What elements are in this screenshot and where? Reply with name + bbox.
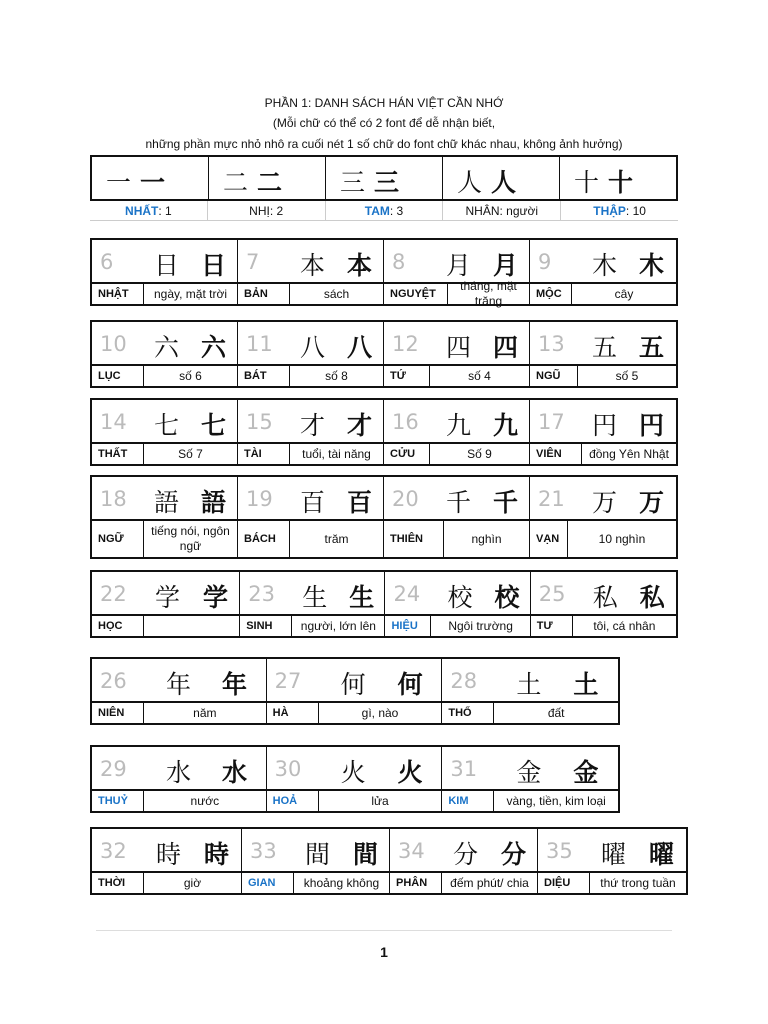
kanji-number: 28 (450, 669, 478, 693)
kanji-cell (538, 829, 686, 871)
kanji-cell (92, 829, 242, 871)
kanji-row (90, 475, 678, 521)
kanji-glyph-bold: 本 (347, 251, 373, 280)
meaning-label: số 6 (179, 368, 202, 383)
kanji-block (90, 398, 678, 466)
kanji-cell (242, 829, 390, 871)
kanji-number: 23 (248, 582, 275, 606)
meaning-label: Ngôi trường (448, 618, 513, 633)
meaning-label: số 4 (468, 368, 491, 383)
kanji-glyph: 生 (302, 583, 328, 612)
subtitle-line-1: (Mỗi chữ có thể có 2 font để dễ nhận biết, (272, 116, 496, 130)
meaning-label: 1 (165, 203, 172, 218)
kanji-cell (238, 400, 384, 442)
kanji-row (90, 827, 688, 873)
han-viet-label: THỜI (92, 873, 144, 893)
kanji-glyph-bold: 時 (204, 840, 230, 869)
meaning-label: 10 (632, 203, 646, 218)
kanji-glyph-bold: 八 (347, 333, 373, 362)
kanji-glyph: 七 (154, 411, 180, 440)
meaning-label: nghìn (471, 531, 502, 546)
kanji-glyph-bold: 人 (491, 168, 517, 197)
han-viet-label: CỬU (384, 444, 430, 464)
kanji-glyph-bold: 学 (203, 583, 229, 612)
kanji-glyph-bold: 円 (639, 411, 665, 440)
han-viet-label: NIÊN (92, 703, 144, 723)
kanji-glyph: 学 (155, 583, 181, 612)
kanji-cell (209, 157, 326, 199)
page-number: 1 (380, 944, 388, 960)
kanji-number: 10 (100, 332, 127, 356)
kanji-cell (92, 400, 238, 442)
reading-cell (92, 521, 238, 557)
kanji-glyph: 四 (446, 333, 472, 362)
kanji-glyph: 年 (166, 670, 192, 699)
reading-cell (92, 284, 238, 304)
reading-cell (530, 366, 676, 386)
kanji-glyph: 百 (300, 488, 326, 517)
han-viet-label: NHỊ (249, 203, 270, 218)
kanji-glyph: 千 (446, 488, 472, 517)
page-title: PHẦN 1: DANH SÁCH HÁN VIỆT CẦN NHỚ (264, 96, 504, 110)
reading-cell (385, 616, 530, 636)
kanji-glyph-bold: 千 (493, 488, 519, 517)
kanji-glyph-bold: 私 (639, 583, 665, 612)
han-viet-label: HIỆU (385, 616, 431, 636)
subtitle-line-2: những phần mực nhỏ nhô ra cuối nét 1 số chữ do font chữ khác nhau, không ảnh hưởng) (145, 137, 623, 151)
kanji-glyph: 分 (453, 840, 479, 869)
kanji-block (90, 570, 678, 638)
meaning-label: nước (190, 793, 220, 808)
kanji-number: 20 (392, 487, 419, 511)
kanji-glyph: 月 (446, 251, 472, 280)
kanji-cell (384, 240, 530, 282)
kanji-number: 7 (246, 250, 260, 274)
reading-cell: NHÂN : người (443, 201, 561, 220)
kanji-cell (530, 322, 676, 364)
kanji-number: 19 (246, 487, 273, 511)
kanji-glyph-bold: 月 (493, 251, 519, 280)
reading-cell (238, 366, 384, 386)
kanji-glyph-bold: 間 (352, 840, 378, 869)
kanji-glyph-bold: 語 (201, 488, 227, 517)
kanji-glyph: 土 (516, 670, 542, 699)
meaning-label: tiếng nói, ngôn ngữ (151, 524, 230, 553)
reading-cell (92, 366, 238, 386)
kanji-number: 33 (249, 839, 277, 863)
kanji-glyph-bold: 何 (397, 670, 423, 699)
kanji-cell (530, 400, 676, 442)
han-viet-label: SINH (240, 616, 292, 636)
kanji-number: 29 (100, 757, 127, 781)
reading-cell (530, 284, 676, 304)
kanji-glyph: 火 (340, 758, 366, 787)
reading-cell (531, 616, 676, 636)
kanji-glyph-bold: 九 (493, 411, 519, 440)
kanji-glyph: 円 (592, 411, 618, 440)
kanji-number: 17 (538, 410, 565, 434)
kanji-glyph-bold: 生 (349, 583, 375, 612)
meaning-label: số 5 (615, 368, 639, 383)
han-viet-label: VẠN (530, 521, 568, 557)
kanji-number: 34 (398, 839, 425, 863)
kanji-cell (92, 322, 238, 364)
kanji-block (90, 238, 678, 306)
reading-cell (384, 366, 530, 386)
kanji-glyph: 木 (592, 251, 618, 280)
meaning-label: số 8 (325, 368, 348, 383)
kanji-number: 32 (100, 839, 127, 863)
kanji-glyph: 八 (300, 333, 326, 362)
kanji-number: 31 (450, 757, 478, 781)
kanji-row (90, 320, 678, 366)
reading-row (90, 703, 620, 725)
meaning-label: giờ (183, 875, 202, 890)
kanji-cell (238, 322, 384, 364)
kanji-glyph-bold: 曜 (649, 840, 675, 869)
han-viet-label: BẢN (238, 284, 290, 304)
meaning-label: đồng Yên Nhật (589, 446, 669, 461)
kanji-glyph-bold: 水 (222, 758, 248, 787)
kanji-cell (92, 240, 238, 282)
meaning-label: năm (193, 705, 217, 720)
kanji-glyph: 才 (300, 411, 326, 440)
reading-row (90, 873, 688, 895)
kanji-glyph: 九 (446, 411, 472, 440)
reading-cell (240, 616, 385, 636)
reading-cell (267, 703, 443, 723)
kanji-glyph-bold: 七 (201, 411, 227, 440)
kanji-glyph-bold: 校 (494, 583, 520, 612)
kanji-glyph-bold: 一 (140, 168, 166, 197)
reading-cell (390, 873, 538, 893)
kanji-glyph-bold: 分 (501, 840, 527, 869)
meaning-label: người (506, 203, 539, 218)
reading-cell (384, 279, 530, 308)
meaning-label: lửa (371, 793, 389, 808)
kanji-glyph-bold: 四 (493, 333, 519, 362)
kanji-glyph: 日 (154, 251, 180, 280)
kanji-glyph-bold: 六 (201, 333, 227, 362)
kanji-number: 22 (100, 582, 127, 606)
reading-row (90, 201, 678, 221)
reading-cell (530, 521, 676, 557)
kanji-cell (267, 659, 443, 701)
kanji-glyph: 六 (154, 333, 180, 362)
kanji-glyph: 曜 (601, 840, 627, 869)
han-viet-label: HỌC (92, 616, 144, 636)
reading-cell (384, 444, 530, 464)
kanji-number: 8 (392, 250, 406, 274)
kanji-cell (442, 747, 618, 789)
reading-row (90, 616, 678, 638)
kanji-cell (240, 572, 385, 614)
reading-row (90, 521, 678, 559)
kanji-cell (92, 747, 267, 789)
kanji-number: 24 (393, 582, 421, 606)
kanji-number: 25 (538, 582, 566, 606)
han-viet-label: NGỮ (92, 521, 144, 557)
kanji-block (90, 827, 688, 895)
kanji-cell (238, 240, 384, 282)
kanji-row (90, 238, 678, 284)
kanji-glyph-bold: 年 (222, 670, 248, 699)
meaning-label: khoảng không (303, 875, 380, 890)
reading-cell (92, 616, 240, 636)
reading-cell (92, 791, 267, 811)
kanji-block (90, 320, 678, 388)
kanji-cell (384, 322, 530, 364)
meaning-label: ngày, mặt trời (153, 286, 227, 301)
kanji-row (90, 657, 620, 703)
reading-cell (267, 791, 443, 811)
reading-cell (442, 791, 618, 811)
han-viet-label: KIM (442, 791, 494, 811)
han-viet-label: NHẬT (92, 284, 144, 304)
kanji-number: 13 (538, 332, 565, 356)
kanji-cell (384, 477, 530, 519)
meaning-label: sách (323, 286, 350, 301)
han-viet-label: THỔ (442, 703, 494, 723)
reading-cell (530, 444, 676, 464)
han-viet-label: BÁT (238, 366, 290, 386)
kanji-number: 26 (100, 669, 127, 693)
meaning-label: đếm phút/ chia (450, 875, 529, 890)
han-viet-label: THẤT (92, 444, 144, 464)
kanji-cell (443, 157, 560, 199)
meaning-label: 2 (276, 203, 284, 218)
kanji-cell (384, 400, 530, 442)
reading-cell (442, 703, 618, 723)
kanji-glyph: 私 (592, 583, 618, 612)
kanji-glyph: 時 (156, 840, 182, 869)
kanji-glyph: 校 (447, 583, 473, 612)
kanji-glyph: 三 (340, 168, 366, 197)
kanji-number: 21 (538, 487, 565, 511)
kanji-glyph-bold: 木 (639, 251, 665, 280)
reading-row (90, 366, 678, 388)
kanji-glyph-bold: 五 (639, 333, 665, 362)
meaning-label: tôi, cá nhân (593, 618, 656, 633)
kanji-cell (531, 572, 676, 614)
meaning-label: đất (547, 705, 565, 720)
kanji-glyph-bold: 万 (639, 488, 665, 517)
han-viet-label: TAM (364, 203, 390, 218)
reading-row (90, 791, 620, 813)
kanji-number: 6 (100, 250, 114, 274)
han-viet-label: TÀI (238, 444, 290, 464)
kanji-glyph: 金 (516, 758, 542, 787)
kanji-block (90, 475, 678, 559)
kanji-glyph-bold: 三 (374, 168, 400, 197)
reading-row (90, 444, 678, 466)
han-viet-label: THẬP (593, 203, 626, 218)
kanji-cell (385, 572, 530, 614)
kanji-row (90, 745, 620, 791)
reading-cell (92, 873, 242, 893)
kanji-glyph-bold: 火 (397, 758, 423, 787)
han-viet-label: HOẢ (267, 791, 319, 811)
meaning-label: 10 nghìn (598, 531, 646, 546)
reading-cell: THẬP : 10 (593, 203, 646, 218)
kanji-number: 15 (246, 410, 273, 434)
han-viet-label: NGŨ (530, 366, 578, 386)
kanji-glyph-bold: 才 (347, 411, 373, 440)
kanji-number: 9 (538, 250, 552, 274)
kanji-cell (442, 659, 618, 701)
han-viet-label: HÀ (267, 703, 319, 723)
meaning-label (144, 616, 239, 636)
meaning-label: người, lớn lên (300, 618, 376, 633)
meaning-label: vàng, tiền, kim loại (506, 793, 606, 808)
kanji-glyph: 一 (106, 168, 132, 197)
kanji-number: 35 (546, 839, 573, 863)
meaning-label: tuổi, tài năng (302, 446, 371, 461)
han-viet-label: TỨ (384, 366, 430, 386)
kanji-glyph: 五 (592, 333, 618, 362)
reading-cell (238, 284, 384, 304)
kanji-glyph: 何 (340, 670, 366, 699)
footer-divider (96, 930, 672, 931)
han-viet-label: BÁCH (238, 521, 290, 557)
han-viet-label: DIỆU (538, 873, 590, 893)
han-viet-label: NHÂN (465, 203, 500, 218)
meaning-label: trăm (324, 531, 349, 546)
reading-cell (242, 873, 390, 893)
kanji-glyph: 間 (304, 840, 330, 869)
kanji-cell (92, 157, 209, 199)
kanji-number: 27 (274, 669, 302, 693)
reading-cell (92, 703, 267, 723)
meaning-label: 3 (396, 203, 404, 218)
kanji-number: 16 (392, 410, 419, 434)
han-viet-label: MỘC (530, 284, 572, 304)
reading-cell (538, 873, 686, 893)
han-viet-label: TƯ (531, 616, 573, 636)
kanji-cell (530, 477, 676, 519)
meaning-label: thứ trong tuần (600, 875, 676, 890)
kanji-cell (390, 829, 538, 871)
kanji-glyph: 水 (166, 758, 192, 787)
meaning-label: Số 7 (178, 446, 203, 461)
kanji-number: 30 (274, 757, 302, 781)
han-viet-label: THIÊN (384, 521, 444, 557)
kanji-glyph: 十 (574, 168, 600, 197)
kanji-row (90, 155, 678, 201)
reading-cell (238, 521, 384, 557)
kanji-row (90, 398, 678, 444)
kanji-cell (560, 157, 676, 199)
han-viet-label: NHẤT (125, 203, 159, 218)
reading-cell: NHỊ : 2 (208, 201, 326, 220)
kanji-glyph: 二 (223, 168, 249, 197)
kanji-row (90, 570, 678, 616)
kanji-glyph-bold: 土 (573, 670, 599, 699)
kanji-glyph: 語 (154, 488, 180, 517)
reading-cell: NHẤT : 1 (90, 201, 208, 220)
reading-cell (384, 521, 530, 557)
kanji-cell (238, 477, 384, 519)
kanji-number: 11 (246, 332, 273, 356)
kanji-glyph-bold: 百 (347, 488, 373, 517)
kanji-number: 12 (392, 332, 419, 356)
kanji-cell (92, 659, 267, 701)
kanji-glyph: 人 (457, 168, 483, 197)
kanji-cell (530, 240, 676, 282)
reading-cell (92, 444, 238, 464)
kanji-cell (267, 747, 443, 789)
han-viet-label: VIÊN (530, 444, 582, 464)
kanji-glyph-bold: 二 (257, 168, 283, 197)
kanji-number: 14 (100, 410, 127, 434)
meaning-label: cây (614, 286, 634, 301)
kanji-glyph-bold: 日 (201, 251, 227, 280)
han-viet-label: LỤC (92, 366, 144, 386)
kanji-glyph: 万 (592, 488, 618, 517)
kanji-glyph-bold: 十 (608, 168, 634, 197)
han-viet-label: PHÂN (390, 873, 442, 893)
kanji-glyph-bold: 金 (573, 758, 599, 787)
han-viet-label: GIAN (242, 873, 294, 893)
meaning-label: Số 9 (467, 446, 492, 461)
kanji-cell (92, 477, 238, 519)
han-viet-label: THUỶ (92, 791, 144, 811)
kanji-cell (92, 572, 240, 614)
reading-row (90, 279, 678, 308)
kanji-cell (326, 157, 443, 199)
kanji-number: 18 (100, 487, 127, 511)
reading-cell: TAM : 3 (326, 201, 444, 220)
kanji-block (90, 657, 620, 725)
kanji-glyph: 本 (300, 251, 326, 280)
kanji-block (90, 745, 620, 813)
meaning-label: tháng, mặt trăng (460, 279, 517, 308)
kanji-block-1-5 (90, 155, 678, 225)
meaning-label: gì, nào (361, 705, 399, 720)
han-viet-label: NGUYỆT (384, 284, 448, 304)
reading-cell (238, 444, 384, 464)
